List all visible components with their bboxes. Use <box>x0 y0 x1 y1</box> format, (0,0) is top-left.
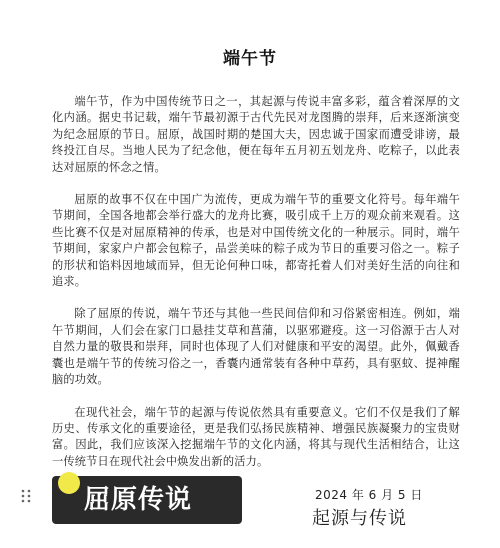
date-label: 2024 年 6 月 5 日 <box>315 488 423 502</box>
paragraph-4: 在现代社会，端午节的起源与传说依然具有重要意义。它们不仅是我们了解历史、传承文化的重要途径，更是我们弘扬民族精神、增强民族凝聚力的宝贵财富。因此，我们应该深入挖掘端午节的文化内涵，将其与现代生活相结合，让这一传统节日在现代社会中焕发出新的活力。 <box>52 405 460 468</box>
title-banner <box>52 476 242 524</box>
paragraph-3: 除了屈原的传说，端午节还与其他一些民间信仰和习俗紧密相连。例如，端午节期间，人们会在家门口悬挂艾草和菖蒲，以驱邪避疫。这一习俗源于古人对自然力量的敬畏和崇拜，同时也体现了人们对健康和平安的渴望。此外，佩戴香囊也是端午节的传统习俗之一，香囊内通常装有各种中草药，具有驱蚊、提神醒脑的功效。 <box>52 307 460 387</box>
subtitle-label: 起源与传说 <box>312 508 407 529</box>
paragraph-2: 屈原的故事不仅在中国广为流传，更成为端午节的重要文化符号。每年端午节期间，全国各地都会举行盛大的龙舟比赛，吸引成千上万的观众前来观看。这些比赛不仅是对屈原精神的传承，也是对中国传统文化的一种展示。同时，端午节期间，家家户户都会包粽子，品尝美味的粽子成为节日的重要习俗之一。粽子的形状和馅料因地域而异，但无论何种口味，都寄托着人们对美好生活的向往和追求。 <box>52 193 460 289</box>
drag-handle-icon[interactable] <box>20 488 32 504</box>
banner-text: 屈原传说 <box>84 485 193 515</box>
paragraph-1: 端午节，作为中国传统节日之一，其起源与传说丰富多彩，蕴含着深厚的文化内涵。据史书记载，端午节最初源于古代先民对龙图腾的崇拜，后来逐渐演变为纪念屈原的节日。屈原，战国时期的楚国大夫，因忠诚于国家而遭受诽谤，最终投江自尽。当地人民为了纪念他，便在每年五月初五划龙舟、吃粽子，以此表达对屈原的怀念之情。 <box>52 95 460 174</box>
document-body <box>52 94 460 486</box>
banner-accent-dot <box>58 472 80 494</box>
document-title: 端午节 <box>223 49 277 69</box>
footer-section <box>0 470 500 548</box>
